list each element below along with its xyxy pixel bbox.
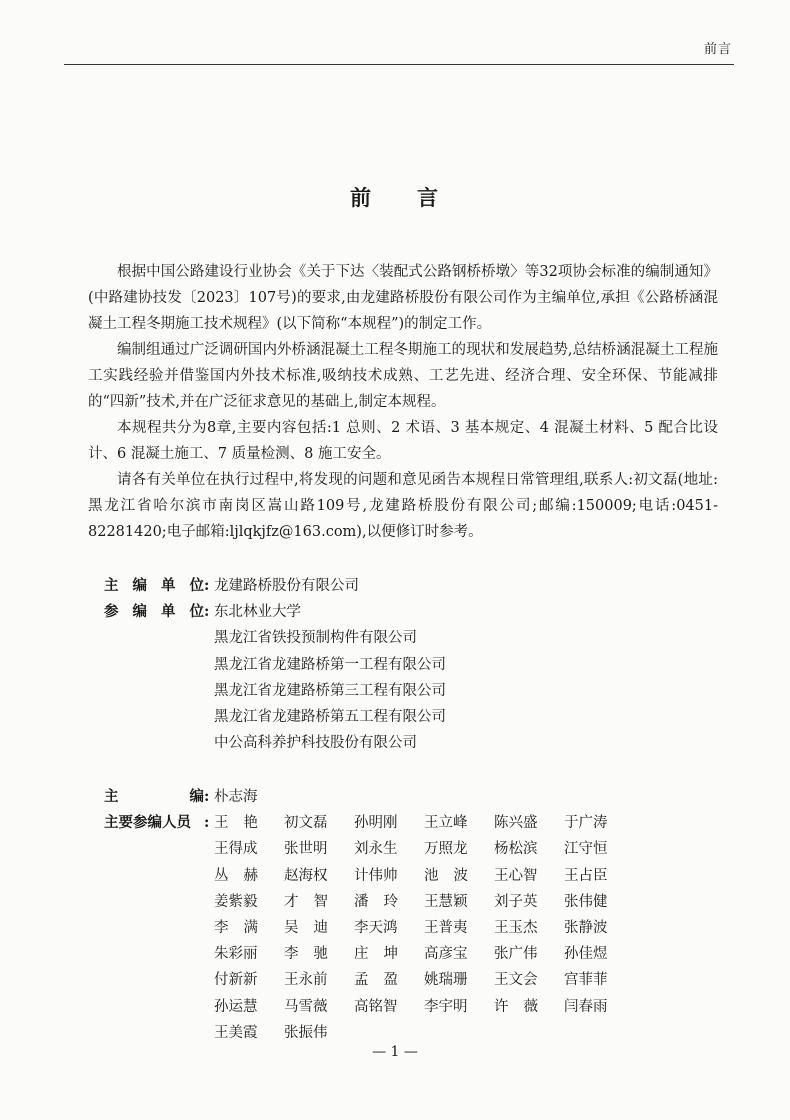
participant-name: 才 智 [284, 893, 328, 910]
participant-name: 朱彩丽 [214, 946, 258, 963]
participant-name: 张静波 [564, 920, 608, 937]
participant-name: 万照龙 [424, 841, 468, 858]
participating-units-label: 参 编 单 位 [104, 604, 204, 621]
participant-name: 杨松滨 [494, 841, 538, 858]
participating-units-list [214, 599, 446, 756]
participant-name: 许 薇 [494, 998, 538, 1015]
paragraph-contact: 请各有关单位在执行过程中,将发现的问题和意见函告本规程日常管理组,联系人:初文磊(地址:黑龙江省哈尔滨市南岗区嵩山路109号,龙建路桥股份有限公司;邮编:150009;电话:0451-82281420;电子邮箱:ljlqkjfz@163.com),以便修订时参考。 [88, 472, 718, 540]
participant-name: 张广伟 [494, 946, 538, 963]
participant-name: 孟 盈 [354, 972, 398, 989]
chief-unit-row: 主 编 单 位 : 龙建路桥股份有限公司 [104, 573, 446, 599]
participant-name: 王慧颖 [424, 893, 468, 910]
participant-name: 王占臣 [564, 867, 608, 884]
paragraph-background: 根据中国公路建设行业协会《关于下达〈装配式公路钢桥桥墩〉等32项协会标准的编制通知》(中路建协技发〔2023〕107号)的要求,由龙建路桥股份有限公司作为主编单位,承担《公路桥涵混凝土工程冬期施工技术规程》(以下简称“本规程”)的制定工作。 [88, 264, 718, 332]
participant-name: 高彦宝 [424, 946, 468, 963]
participant-name: 王普夷 [424, 920, 468, 937]
chief-unit-value: 龙建路桥股份有限公司 [214, 578, 359, 594]
participating-units-row: 参 编 单 位 : 东北林业大学 黑龙江省铁投预制构件有限公司 黑龙江省龙建路桥第一工程有限公司 黑龙江省龙建路桥第三工程有限公司 黑龙江省龙建路桥第五工程有限公司 中公高科养护科技股份有限公司 [104, 599, 446, 756]
participant-name: 闫春雨 [564, 998, 608, 1015]
participant-name: 孙运慧 [214, 998, 258, 1015]
participating-unit: 黑龙江省龙建路桥第三工程有限公司 [214, 682, 446, 699]
participant-name: 刘永生 [354, 841, 398, 858]
participant-name: 丛 赫 [214, 867, 258, 884]
participant-name: 李宇明 [424, 998, 468, 1015]
participant-name: 初文磊 [284, 815, 328, 832]
participant-name: 孙明刚 [354, 815, 398, 832]
participant-name: 赵海权 [284, 867, 328, 884]
participant-name: 姜紫毅 [214, 893, 258, 910]
participant-name: 于广涛 [564, 815, 608, 832]
participant-name: 高铭智 [354, 998, 398, 1015]
units-section [104, 573, 446, 756]
participant-name: 江守恒 [564, 841, 608, 858]
chief-editor-label: 主 编 [104, 789, 204, 805]
participant-name: 刘子英 [494, 893, 538, 910]
participant-name: 王心智 [494, 867, 538, 884]
participant-name: 王美霞 [214, 1024, 258, 1041]
participant-name: 王玉杰 [494, 920, 538, 937]
participants-grid [214, 810, 634, 1046]
participant-name: 张伟健 [564, 893, 608, 910]
participant-name: 陈兴盛 [494, 815, 538, 832]
participating-unit: 黑龙江省龙建路桥第一工程有限公司 [214, 656, 446, 673]
running-header-section: 前言 [703, 42, 732, 57]
participant-name: 宫菲菲 [564, 972, 608, 989]
chief-editor-row: 主 编 : 朴志海 [104, 784, 634, 810]
participant-name: 吴 迪 [284, 920, 328, 937]
participant-name: 李 驰 [284, 946, 328, 963]
page-title [0, 182, 790, 212]
participant-name: 庄 坤 [354, 946, 398, 963]
participant-name: 王文会 [494, 972, 538, 989]
participant-name: 王 艳 [214, 815, 258, 832]
main-participants-row: 主要参编人员 : 王 艳 初文磊 孙明刚 王立峰 陈兴盛 于广涛 王得成 张世明 刘永生 万照龙 杨松滨 江守恒 丛 赫 赵海权 计伟帅 池 波 王心智 王占臣 姜紫毅 才 智 潘 玲 王慧颖 刘子英 张伟健 李 满 吴 迪 李天鸿 王普夷 王玉杰 张静波 朱彩丽 李 驰 庄 坤 高彦宝 张广伟 孙佳煜 付新新 王永前 孟 盈 姚瑞珊 王文会 宫菲菲 孙运慧 马雪薇 高铭智 李宇明 许 薇 闫春雨 王美霞 张振伟 [104, 810, 634, 1046]
preface-body [88, 259, 718, 545]
participant-name: 王立峰 [424, 815, 468, 832]
participating-unit: 黑龙江省铁投预制构件有限公司 [214, 630, 417, 647]
participant-name: 潘 玲 [354, 893, 398, 910]
participant-name: 付新新 [214, 972, 258, 989]
main-participants-label: 主要参编人员 [104, 815, 191, 832]
participating-unit: 东北林业大学 [214, 604, 301, 621]
participant-name: 马雪薇 [284, 998, 328, 1015]
participant-name: 池 波 [424, 867, 468, 884]
participant-name: 李 满 [214, 920, 258, 937]
participant-name: 李天鸿 [354, 920, 398, 937]
paragraph-process: 编制组通过广泛调研国内外桥涵混凝土工程冬期施工的现状和发展趋势,总结桥涵混凝土工程施工实践经验并借鉴国内外技术标准,吸纳技术成熟、工艺先进、经济合理、安全环保、节能减排的“四新”技术,并在广泛征求意见的基础上,制定本规程。 [88, 342, 718, 410]
participating-unit: 黑龙江省龙建路桥第五工程有限公司 [214, 709, 446, 726]
people-section [104, 784, 634, 1046]
page-number: — 1 — [372, 1044, 418, 1060]
participant-name: 张世明 [284, 841, 328, 858]
chief-editor-value: 朴志海 [214, 789, 258, 805]
participant-name: 计伟帅 [354, 867, 398, 884]
header-divider [64, 64, 734, 65]
participant-name: 姚瑞珊 [424, 972, 468, 989]
participant-name: 王永前 [284, 972, 328, 989]
paragraph-contents: 本规程共分为8章,主要内容包括:1 总则、2 术语、3 基本规定、4 混凝土材料、5 配合比设计、6 混凝土施工、7 质量检测、8 施工安全。 [88, 420, 718, 462]
chief-unit-label: 主 编 单 位 [104, 578, 204, 594]
participant-name: 王得成 [214, 841, 258, 858]
participant-name: 张振伟 [284, 1024, 328, 1041]
participant-name: 孙佳煜 [564, 946, 608, 963]
title-char-2: 言 [417, 186, 440, 210]
title-char-1: 前 [350, 186, 373, 210]
participating-unit: 中公高科养护科技股份有限公司 [214, 735, 417, 752]
